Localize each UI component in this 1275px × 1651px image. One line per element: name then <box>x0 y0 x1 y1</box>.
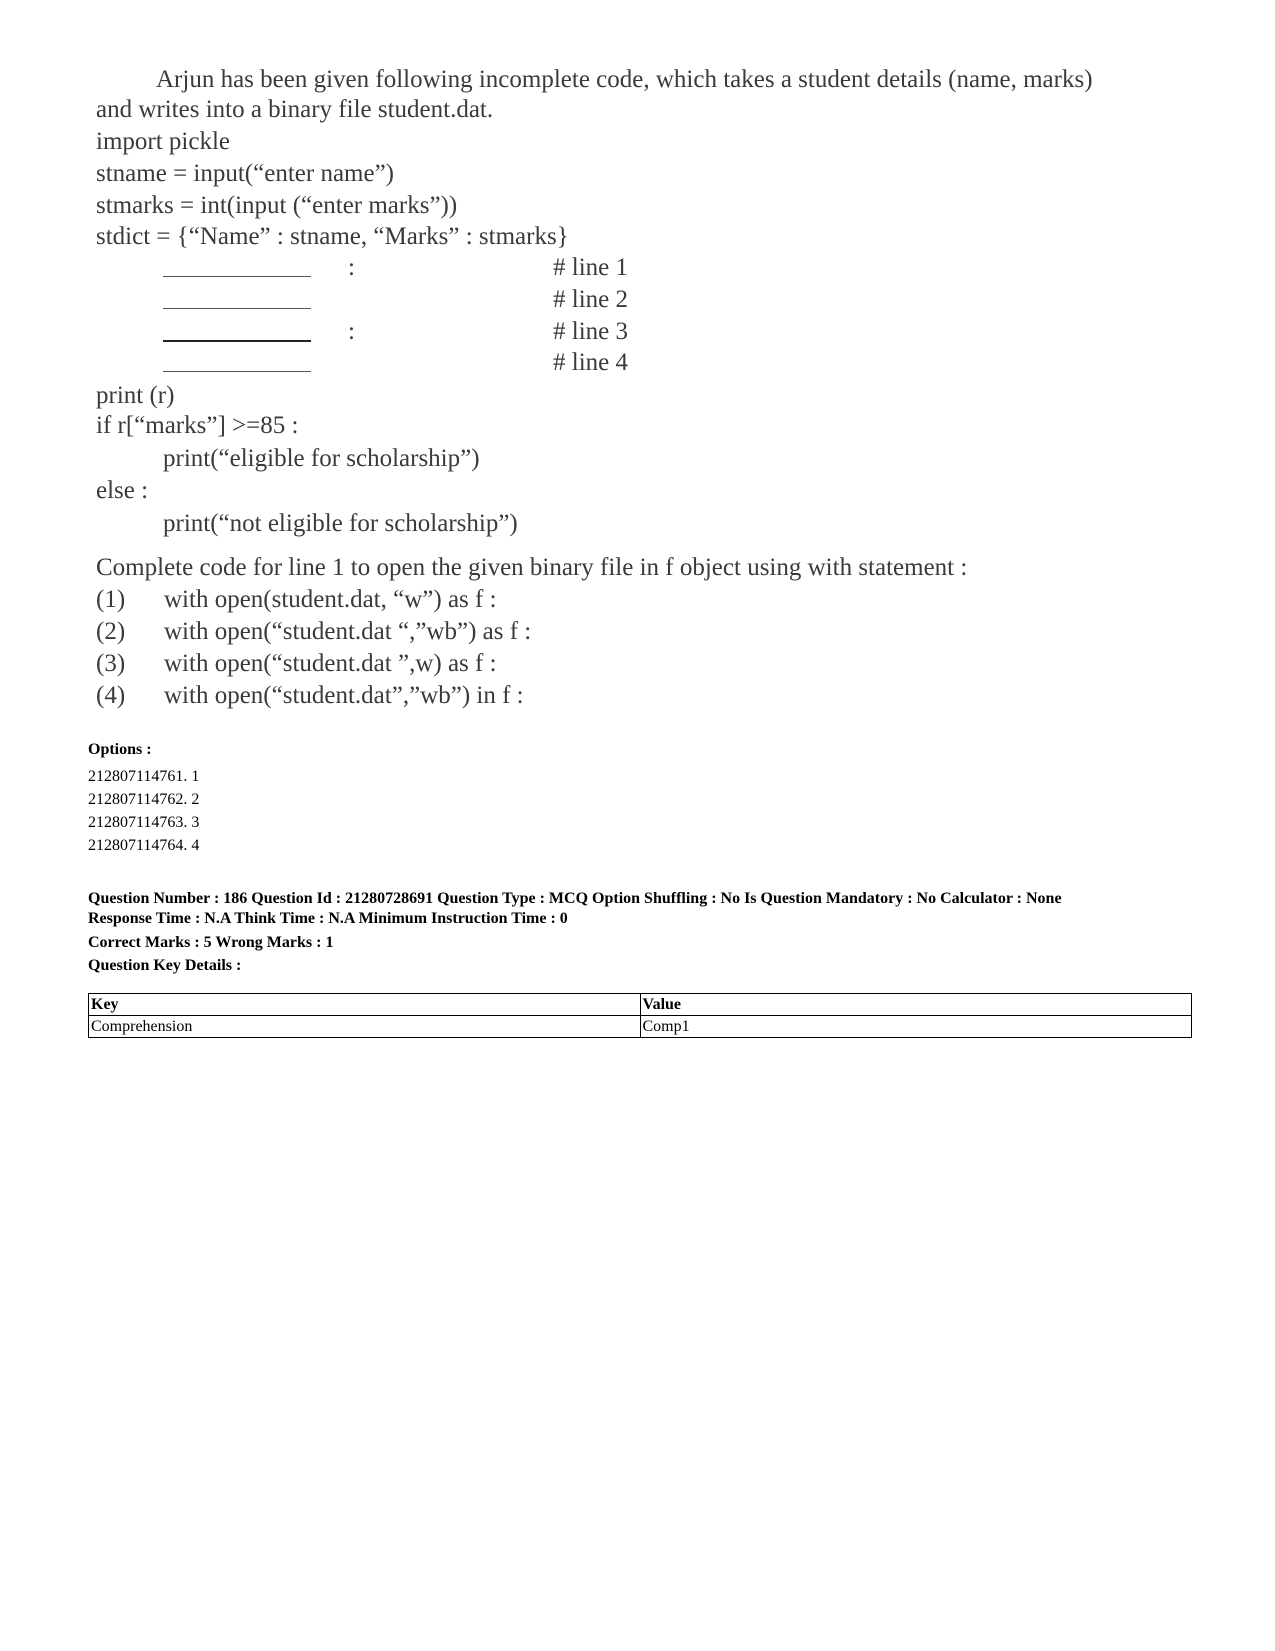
choice-number: (4) <box>96 682 126 709</box>
choice-text: with open(student.dat, “w”) as f : <box>164 586 497 613</box>
choice-text: with open(“student.dat”,”wb”) in f : <box>164 682 524 709</box>
blank <box>163 308 311 309</box>
code-line: else : <box>96 477 149 504</box>
blank-line-3 <box>163 318 683 348</box>
question-meta-line-1: Question Number : 186 Question Id : 21280728691 Question Type : MCQ Option Shuffling : No Is Question Mandatory : No Calculator : None <box>88 890 1062 907</box>
options-list <box>88 765 199 857</box>
table-cell: Comprehension <box>89 1016 641 1038</box>
option-item: 212807114764. 4 <box>88 837 200 854</box>
blank-line-1 <box>163 254 683 284</box>
line-comment: # line 3 <box>553 318 628 345</box>
options-label: Options : <box>88 741 152 758</box>
line-comment: # line 1 <box>553 254 628 281</box>
code-line: stname = input(“enter name”) <box>96 160 394 187</box>
column-header: Key <box>89 994 641 1016</box>
colon: : <box>348 254 355 281</box>
line-comment: # line 4 <box>553 349 628 376</box>
choice-text: with open(“student.dat ”,w) as f : <box>164 650 497 677</box>
question-text: Complete code for line 1 to open the given binary file in f object using with statement : <box>96 554 968 581</box>
choice-text: with open(“student.dat “,”wb”) as f : <box>164 618 532 645</box>
code-line: stdict = {“Name” : stname, “Marks” : stmarks} <box>96 223 569 250</box>
code-line: import pickle <box>96 128 230 155</box>
key-details-label: Question Key Details : <box>88 957 242 974</box>
code-line: print(“eligible for scholarship”) <box>163 445 480 472</box>
choice-number: (3) <box>96 650 126 677</box>
line-comment: # line 2 <box>553 286 628 313</box>
code-line: if r[“marks”] >=85 : <box>96 412 299 439</box>
key-details-table <box>88 993 1192 1038</box>
question-image <box>88 56 1208 746</box>
option-item: 212807114763. 3 <box>88 814 200 831</box>
blank-line-4 <box>163 349 683 379</box>
option-item: 212807114762. 2 <box>88 791 200 808</box>
question-meta-line-2: Response Time : N.A Think Time : N.A Minimum Instruction Time : 0 <box>88 910 568 927</box>
table-row <box>89 1016 1192 1038</box>
code-line: stmarks = int(input (“enter marks”)) <box>96 192 458 219</box>
code-line: print(“not eligible for scholarship”) <box>163 510 518 537</box>
intro-line-2: and writes into a binary file student.dat. <box>96 96 494 123</box>
code-line: print (r) <box>96 382 175 409</box>
column-header: Value <box>640 994 1192 1016</box>
option-item: 212807114761. 1 <box>88 768 200 785</box>
intro-line-1: Arjun has been given following incomplete code, which takes a student details (name, marks) <box>156 66 1093 93</box>
table-header-row <box>89 994 1192 1016</box>
colon: : <box>348 318 355 345</box>
choice-number: (1) <box>96 586 126 613</box>
blank <box>163 371 311 372</box>
blank <box>163 340 311 342</box>
blank-line-2 <box>163 286 683 316</box>
table-cell: Comp1 <box>640 1016 1192 1038</box>
choice-number: (2) <box>96 618 126 645</box>
blank <box>163 276 311 277</box>
marks-line: Correct Marks : 5 Wrong Marks : 1 <box>88 934 334 951</box>
